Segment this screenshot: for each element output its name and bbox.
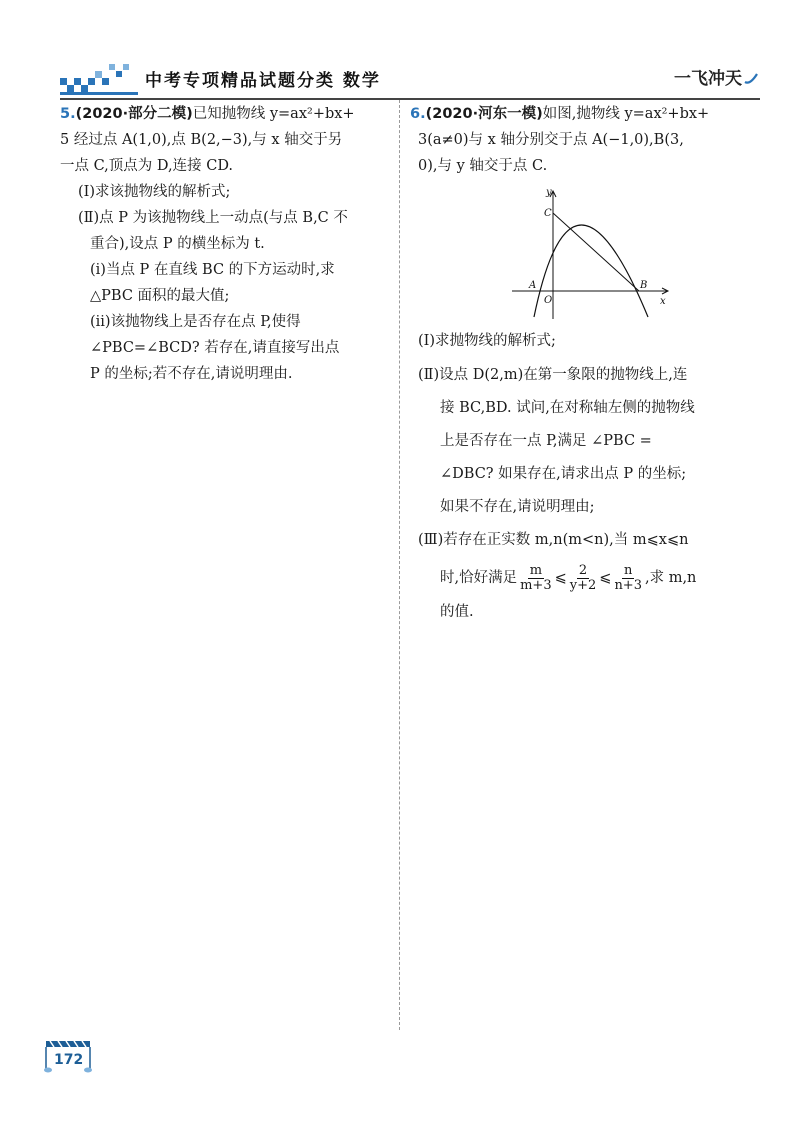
q6-part2-line: (Ⅱ)设点 D(2,m)在第一象限的抛物线上,连 — [418, 367, 688, 383]
fraction-2 — [568, 564, 599, 593]
q6-part3-line: (Ⅲ)若存在正实数 m,n(m<n),当 m⩽x⩽n — [418, 532, 689, 548]
question-6 — [410, 101, 742, 625]
swoosh-icon — [744, 72, 758, 86]
q6-part2-line: 如果不存在,请说明理由; — [440, 499, 595, 515]
page-number: 172 — [54, 1052, 84, 1068]
fraction-1 — [518, 564, 554, 593]
q5-part2-line: 重合),设点 P 的横坐标为 t. — [90, 236, 265, 252]
q5-stem-line: 5 经过点 A(1,0),点 B(2,−3),与 x 轴交于另 — [60, 132, 343, 148]
q6-source: (2020·河东一模) — [425, 106, 543, 122]
label-a: A — [529, 280, 537, 291]
fraction-3-den: n+3 — [614, 577, 642, 593]
page-number-badge — [44, 1037, 94, 1073]
book-title: 中考专项精品试题分类 数学 — [145, 71, 381, 91]
fraction-2-num: 2 — [578, 562, 588, 578]
label-x: x — [660, 296, 666, 307]
fraction-3-num: n — [624, 562, 633, 578]
q6-part2-line: 上是否存在一点 P,满足 ∠PBC = — [440, 433, 652, 449]
q6-stem-line — [410, 101, 742, 127]
label-c: C — [544, 208, 552, 219]
q6-part3-prefix: 时,恰好满足 — [440, 570, 518, 586]
brand-name: 一飞冲天 — [674, 69, 742, 89]
q5-source: (2020·部分二模) — [75, 106, 193, 122]
fraction-3 — [612, 564, 644, 593]
question-5 — [60, 101, 392, 387]
q5-stem-text: 已知抛物线 y=ax²+bx+ — [192, 106, 355, 122]
fraction-1-den: m+3 — [520, 577, 552, 593]
leq-sign: ⩽ — [599, 570, 612, 586]
q5-part1: (Ⅰ)求该抛物线的解析式; — [78, 184, 231, 200]
q5-sub1-line: △PBC 面积的最大值; — [90, 288, 230, 304]
header-rule — [60, 98, 760, 100]
parabola-figure — [510, 187, 670, 322]
q6-stem-line: 3(a≠0)与 x 轴分别交于点 A(−1,0),B(3, — [418, 132, 684, 148]
q5-stem-line: 一点 C,顶点为 D,连接 CD. — [60, 158, 234, 174]
q6-part2-line: 接 BC,BD. 试问,在对称轴左侧的抛物线 — [440, 400, 695, 416]
label-b: B — [640, 280, 648, 291]
leq-sign: ⩽ — [554, 570, 567, 586]
label-y: y — [546, 187, 552, 198]
q6-part3-line — [410, 561, 742, 595]
page-header — [40, 58, 760, 100]
q6-stem-text: 如图,抛物线 y=ax²+bx+ — [542, 106, 710, 122]
q5-sub2-line: (ⅱ)该抛物线上是否存在点 P,使得 — [90, 314, 301, 330]
q6-stem-line: 0),与 y 轴交于点 C. — [418, 158, 548, 174]
fraction-1-num: m — [529, 562, 543, 578]
column-divider — [399, 100, 400, 1030]
q5-sub2-line: ∠PBC=∠BCD? 若存在,请直接写出点 — [90, 340, 340, 356]
q5-sub1-line: (ⅰ)当点 P 在直线 BC 的下方运动时,求 — [90, 262, 335, 278]
parabola-graph — [510, 187, 670, 322]
label-o: O — [544, 295, 553, 306]
q6-part2-line: ∠DBC? 如果存在,请求出点 P 的坐标; — [440, 466, 687, 482]
q5-part2-line: (Ⅱ)点 P 为该抛物线上一动点(与点 B,C 不 — [78, 210, 348, 226]
q5-sub2-line: P 的坐标;若不存在,请说明理由. — [90, 366, 293, 382]
q6-part3-line: 的值. — [440, 604, 474, 620]
q6-part1: (Ⅰ)求抛物线的解析式; — [418, 333, 556, 349]
q6-number: 6. — [410, 106, 426, 122]
checkerboard-logo-icon — [60, 60, 138, 96]
fraction-2-den: y+2 — [569, 577, 597, 593]
q5-number: 5. — [60, 106, 76, 122]
q6-part3-suffix: ,求 m,n — [644, 570, 697, 586]
q5-stem-line — [60, 101, 392, 127]
segment-cb — [553, 213, 639, 291]
